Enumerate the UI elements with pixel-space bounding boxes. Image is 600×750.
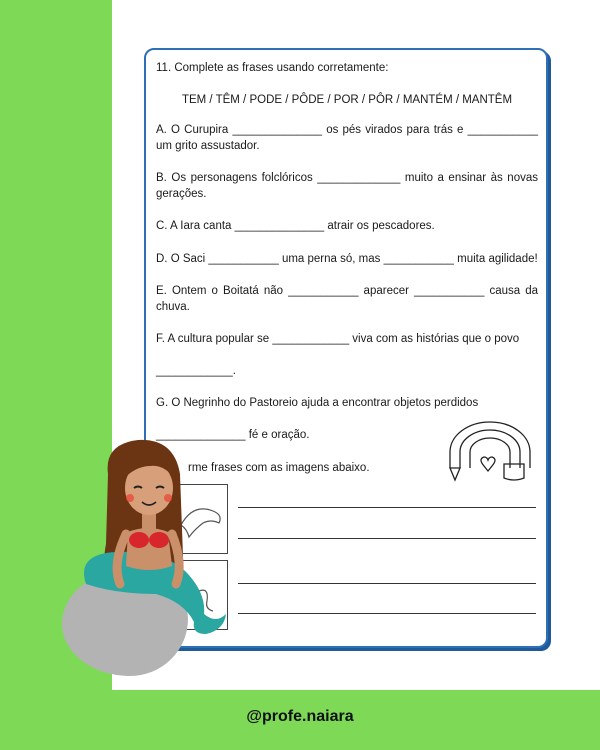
footer-handle: @profe.naiara (246, 708, 354, 725)
sentence-g-blank: ______________ fé e oração. (156, 429, 310, 441)
sentence-f-blank: ____________. (156, 365, 236, 377)
answer-line-3[interactable] (238, 583, 536, 584)
sentence-d: D. O Saci ___________ uma perna só, mas ___________ muita agilidade! (156, 253, 538, 265)
word-bank: TEM / TÊM / PODE / PÔDE / POR / PÔR / MANTÉM / MANTÊM (181, 94, 513, 106)
answer-line-1[interactable] (238, 507, 536, 508)
answer-line-4[interactable] (238, 613, 536, 614)
mermaid-illustration (56, 434, 236, 654)
question-title: 11. Complete as frases usando corretamente: (156, 62, 389, 74)
sentence-a: A. O Curupira ______________ os pés virados para trás e ___________ um grito assustador. (156, 124, 538, 152)
sentence-c: C. A Iara canta ______________ atrair os pescadores. (156, 220, 435, 232)
sentence-g: G. O Negrinho do Pastoreio ajuda a encontrar objetos perdidos (156, 397, 479, 409)
answer-line-2[interactable] (238, 538, 536, 539)
sentence-b: B. Os personagens folclóricos _____________ muito a ensinar às novas gerações. (156, 172, 538, 200)
instruction-partial: rme frases com as imagens abaixo. (188, 462, 370, 474)
sentence-f: F. A cultura popular se ____________ viva com as histórias que o povo (156, 333, 520, 345)
rainbow-illustration (442, 418, 538, 484)
sentence-e: E. Ontem o Boitatá não ___________ aparecer ___________ causa da chuva. (156, 285, 538, 313)
